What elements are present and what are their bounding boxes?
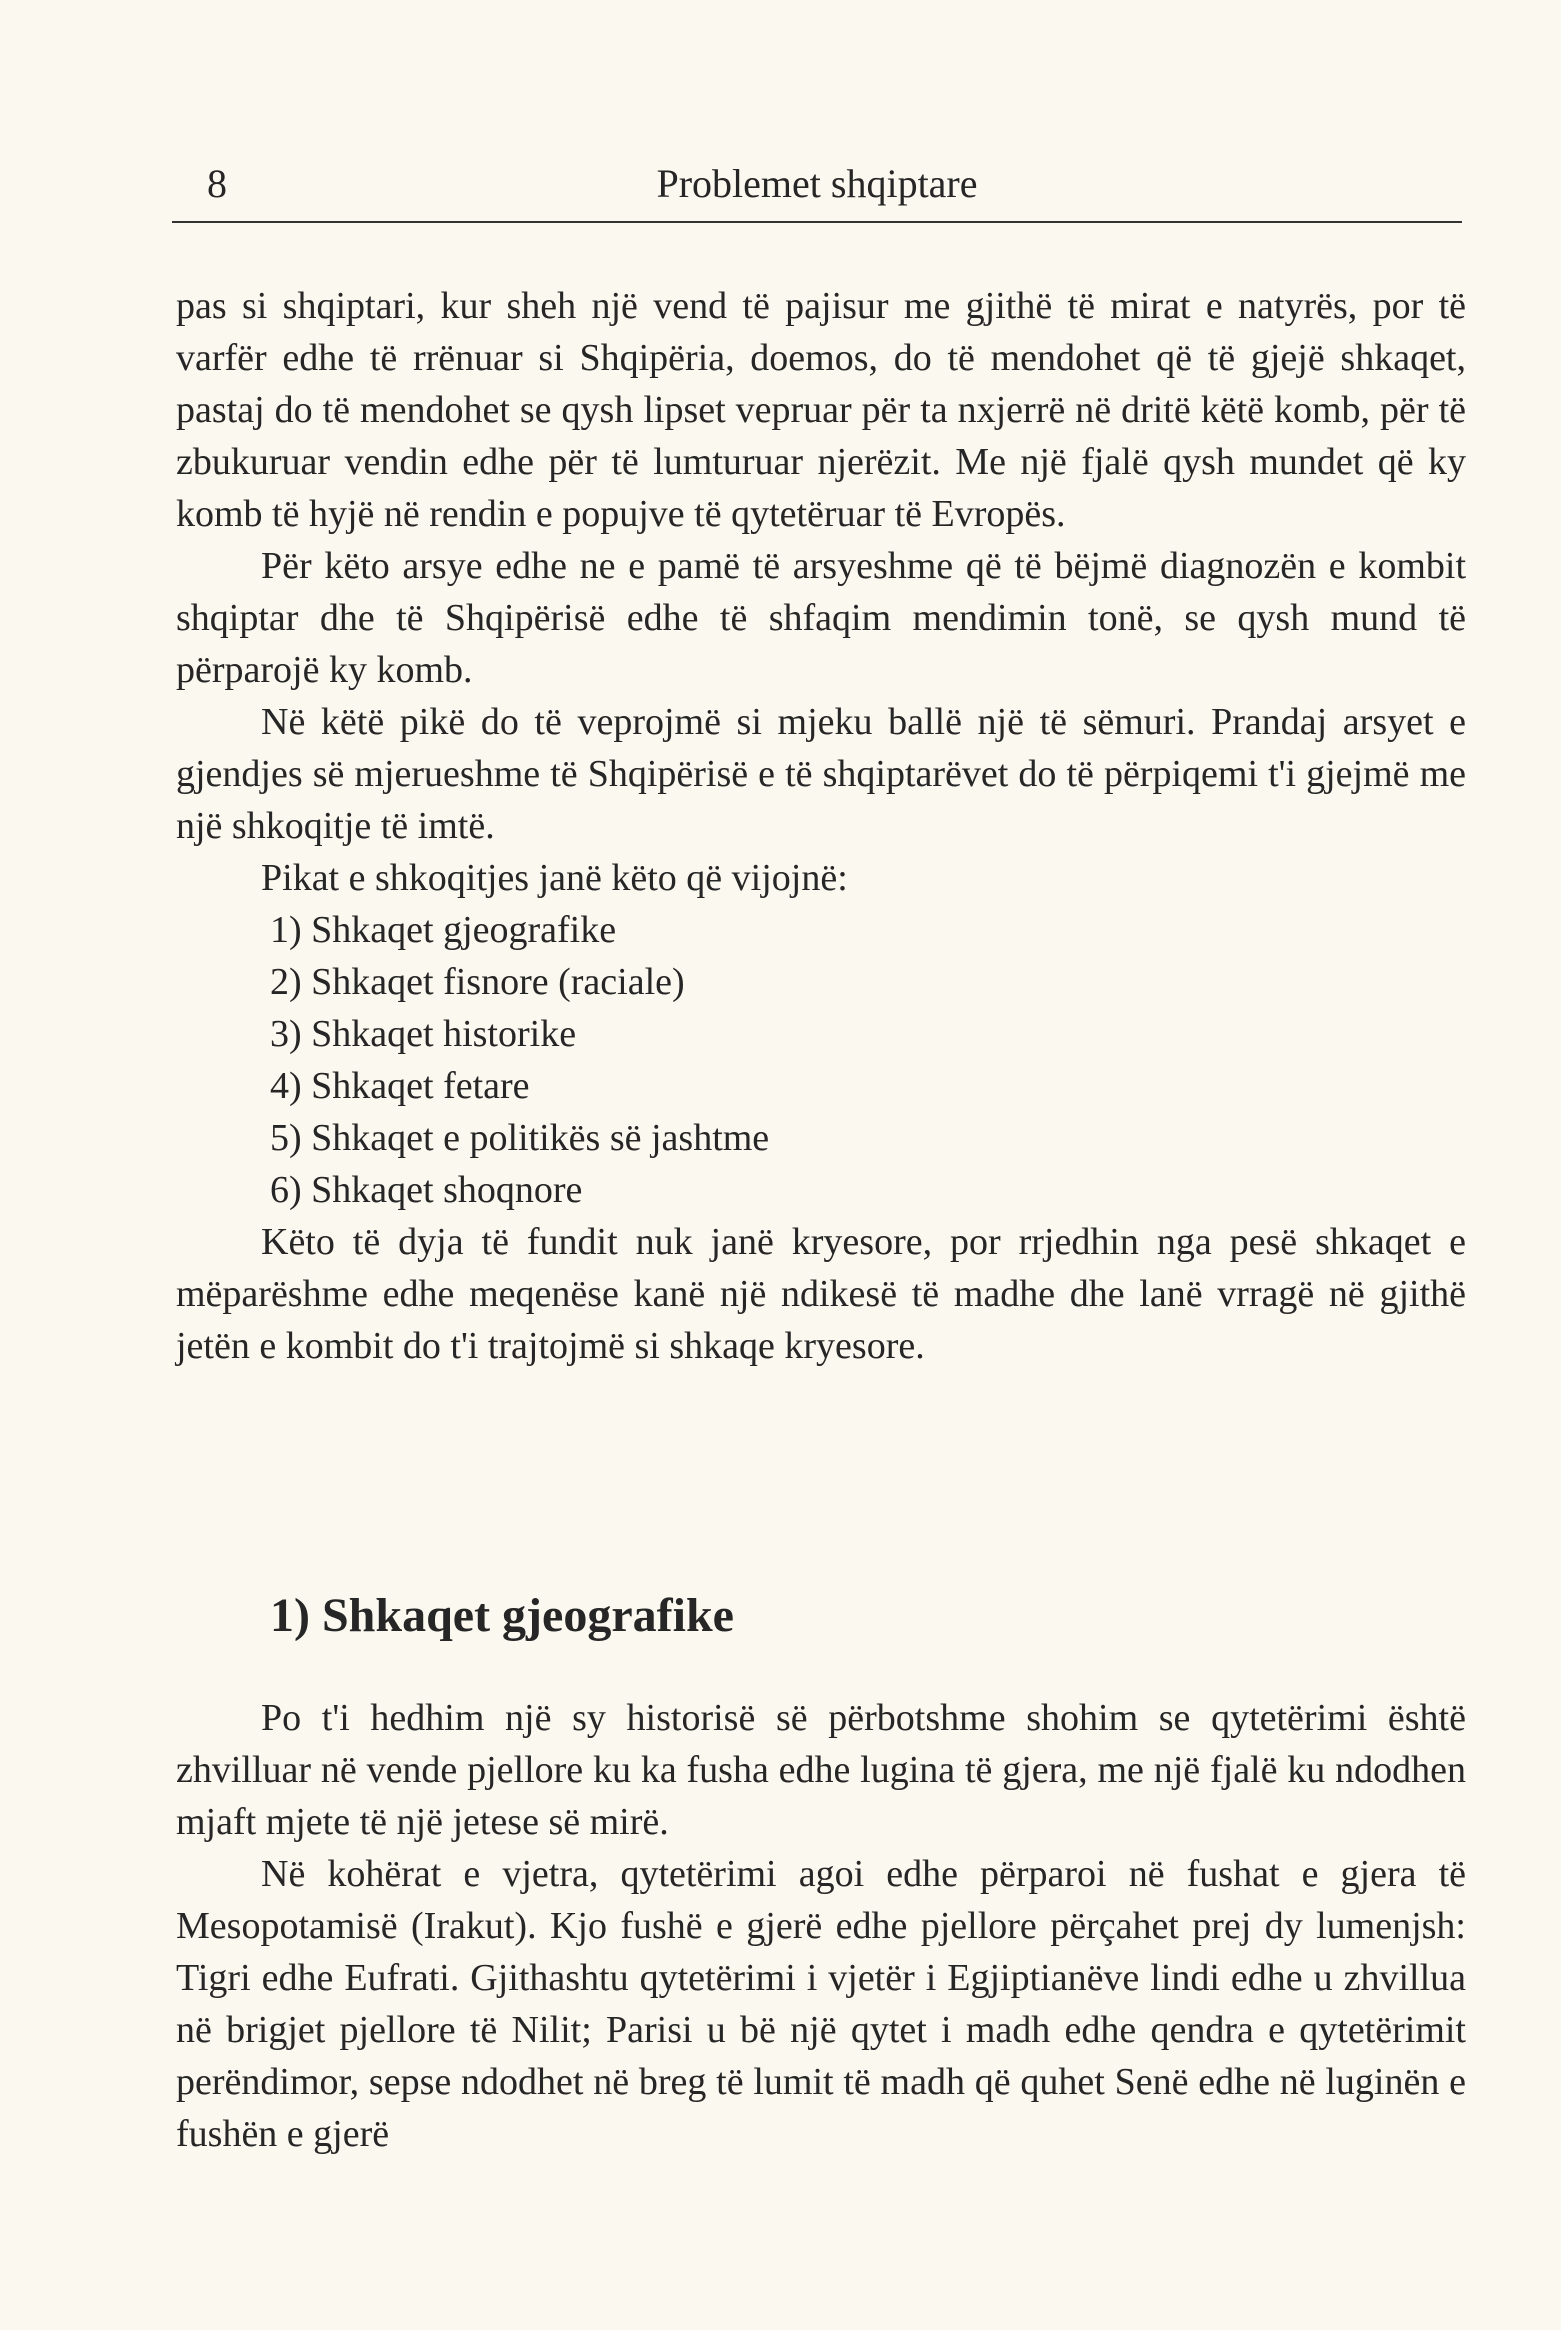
list-item: 5) Shkaqet e politikës së jashtme: [270, 1117, 770, 1159]
paragraph: Për këto arsye edhe ne e pamë të arsyeshme që të bëjmë diagnozën e kombit shqiptar dhe të Shqipërisë edhe të shfaqim mendimin tonë, se qysh mund të përparojë ky komb.: [176, 545, 1466, 691]
page-header: [172, 160, 1462, 216]
paragraph: Në këtë pikë do të veprojmë si mjeku ballë një të sëmuri. Prandaj arsyet e gjendjes së mjerueshme të Shqipërisë e të shqiptarëvet do të përpiqemi t'i gjejmë me një shkoqitje të imtë.: [176, 701, 1466, 847]
running-title: Problemet shqiptare: [656, 161, 978, 206]
list-item: 1) Shkaqet gjeografike: [270, 909, 617, 951]
paragraph: Pikat e shkoqitjes janë këto që vijojnë:: [261, 857, 848, 899]
paragraph: Po t'i hedhim një sy historisë së përbotshme shohim se qytetërimi është zhvilluar në vende pjellore ku ka fusha edhe lugina të gjera, me një fjalë ku ndodhen mjaft mjete të një jetese së mirë.: [176, 1697, 1466, 1843]
list-item: 2) Shkaqet fisnore (raciale): [270, 961, 685, 1003]
list-item: 4) Shkaqet fetare: [270, 1065, 530, 1107]
page-number: 8: [207, 161, 227, 206]
list-item: 6) Shkaqet shoqnore: [270, 1169, 583, 1211]
paragraph: Në kohërat e vjetra, qytetërimi agoi edhe përparoi në fushat e gjera të Mesopotamisë (Irakut). Kjo fushë e gjerë edhe pjellore përçahet prej dy lumenjsh: Tigri edhe Eufrati. Gjithashtu qytetërimi i vjetër i Egjiptianëve lindi edhe u zhvillua në brigjet pjellore të Nilit; Parisi u bë një qytet i madh edhe qendra e qytetërimit perëndimor, sepse ndodhet në breg të lumit të madh që quhet Senë edhe në luginën e fushën e gjerë: [176, 1853, 1466, 2155]
intro-section: [176, 280, 1466, 1372]
header-rule: [172, 221, 1462, 223]
paragraph: pas si shqiptari, kur sheh një vend të pajisur me gjithë të mirat e natyrës, por të varfër edhe të rrënuar si Shqipëria, doemos, do të mendohet që të gjejë shkaqet, pastaj do të mendohet se qysh lipset vepruar për ta nxjerrë në dritë këtë komb, për të zbukuruar vendin edhe për të lumturuar njerëzit. Me një fjalë qysh mundet që ky komb të hyjë në rendin e popujve të qytetëruar të Evropës.: [176, 285, 1466, 535]
geography-section: [176, 1692, 1466, 2160]
section-heading: 1) Shkaqet gjeografike: [270, 1589, 734, 1642]
paragraph: Këto të dyja të fundit nuk janë kryesore, por rrjedhin nga pesë shkaqet e mëparëshme edhe meqenëse kanë një ndikesë të madhe dhe lanë vrragë në gjithë jetën e kombit do t'i trajtojmë si shkaqe kryesore.: [176, 1221, 1466, 1367]
causes-list: [176, 904, 1466, 1216]
list-item: 3) Shkaqet historike: [270, 1013, 577, 1055]
